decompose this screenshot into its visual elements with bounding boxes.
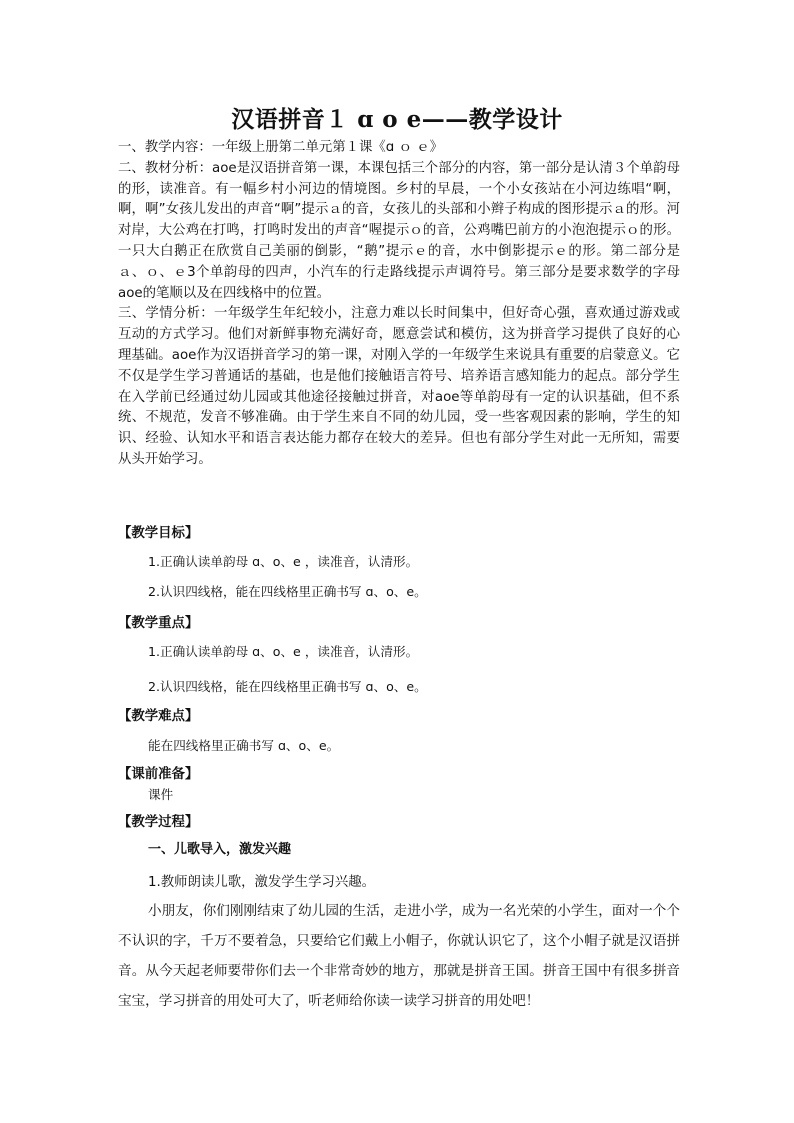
goal-item: 1.正确认读单韵母 ɑ、o、e ，读准音，认清形。 — [148, 554, 419, 569]
teaching-content: 一、教学内容：一年级上册第二单元第１课《ɑ ｏ ｅ》 — [118, 140, 443, 155]
process-paragraph: 小朋友，你们刚刚结束了幼儿园的生活，走进小学，成为一名光荣的小学生，面对一个个不认识的字，千万不要着急，只要给它们戴上小帽子，你就认识它了，这个小帽子就是汉语拼音。从今天起老师要带你们去一个非常奇妙的地方，那就是拼音王国。拼音王国中有很多拼音宝宝，学习拼音的用处可大了，听老师给你读一读学习拼音的用处吧！ — [118, 903, 680, 1009]
key-point-item: 2.认识四线格，能在四线格里正确书写 ɑ、o、e。 — [148, 679, 427, 694]
page-title: 汉语拼音１ ɑ o e——教学设计 — [231, 106, 563, 133]
student-analysis: 三、学情分析：一年级学生年纪较小，注意力难以长时间集中，但好奇心强，喜欢通过游戏或互动的方式学习。他们对新鲜事物充满好奇，愿意尝试和模仿，这为拼音学习提供了良好的心理基础。aoe作为汉语拼音学习的第一课，对刚入学的一年级学生来说具有重要的启蒙意义。它不仅是学生学习普通话的基础，也是他们接触语言符号、培养语言感知能力的起点。部分学生在入学前已经通过幼儿园或其他途径接触过拼音，对aoe等单韵母有一定的认识基础，但不系统、不规范，发音不够准确。由于学生来自不同的幼儿园，受一些客观因素的影响，学生的知识、经验、认知水平和语言表达能力都存在较大的差异。但也有部分学生对此一无所知，需要从头开始学习。 — [118, 306, 680, 467]
key-point-item: 1.正确认读单韵母 ɑ、o、e ，读准音，认清形。 — [148, 644, 419, 659]
process-step: 1.教师朗读儿歌，激发学生学习兴趣。 — [148, 875, 376, 890]
material-analysis: 二、教材分析：aoe是汉语拼音第一课，本课包括三个部分的内容，第一部分是认清３个单韵母的形，读准音。有一幅乡村小河边的情境图。乡村的早晨，一个小女孩站在小河边练唱“啊，啊，啊”女孩儿发出的声音“啊”提示ａ的音，女孩儿的头部和小辫子构成的图形提示ａ的形。河对岸，大公鸡在打鸣，打鸣时发出的声音“喔提示ｏ的音，公鸡嘴巴前方的小泡泡提示ｏ的形。一只大白鹅正在欣赏自己美丽的倒影，“鹅”提示ｅ的音，水中倒影提示ｅ的形。第二部分是ａ、ｏ、ｅ3个单韵母的四声，小汽车的行走路线提示声调符号。第三部分是要求数学的字母aoe的笔顺以及在四线格中的位置。 — [118, 160, 680, 301]
heading-goals: 【教学目标】 — [118, 526, 199, 541]
heading-process: 【教学过程】 — [118, 815, 199, 830]
intro-block — [118, 138, 680, 471]
process-subheading: 一、儿歌导入，激发兴趣 — [148, 842, 292, 857]
goal-item: 2.认识四线格，能在四线格里正确书写 ɑ、o、e。 — [148, 584, 427, 599]
heading-difficulties: 【教学难点】 — [118, 709, 199, 724]
heading-key-points: 【教学重点】 — [118, 616, 199, 631]
heading-preparation: 【课前准备】 — [118, 767, 199, 782]
preparation-item: 课件 — [148, 787, 174, 802]
difficulty-item: 能在四线格里正确书写 ɑ、o、e。 — [148, 738, 340, 753]
